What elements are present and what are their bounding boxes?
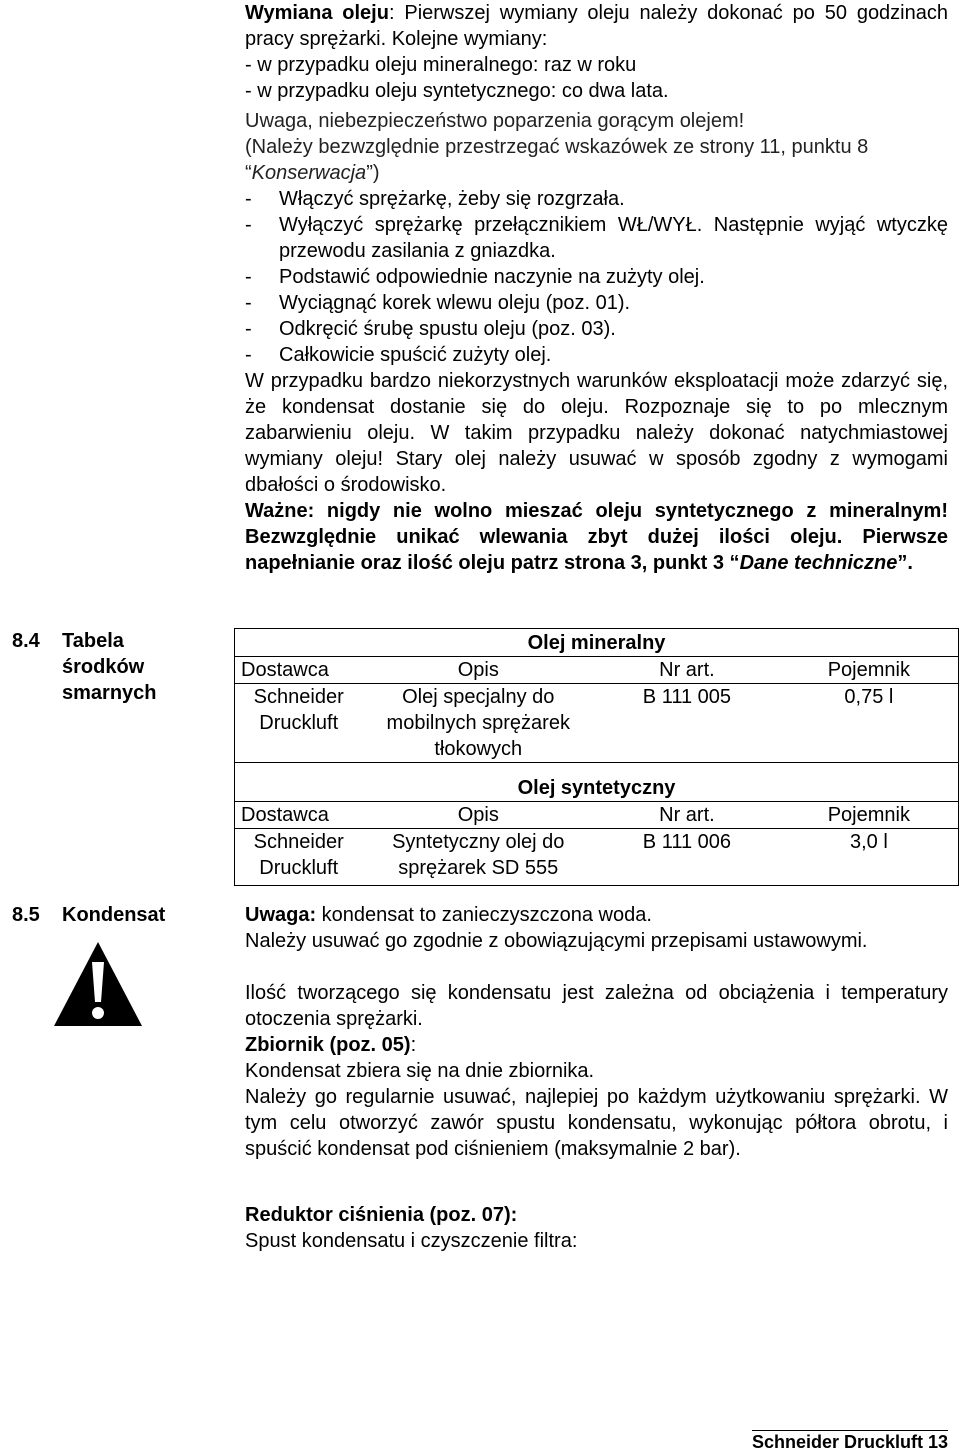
tank-heading <box>245 1032 948 1058</box>
oil-change-intro-text: : Pierwszej wymiany oleju należy dokonać po 50 godzinach pracy sprężarki. Kolejne wymiany: <box>245 2 948 50</box>
oil-change-heading: Wymiana oleju <box>245 2 389 24</box>
table-group-title-row <box>235 629 959 657</box>
step-item: - Odkręcić śrubę spustu oleju (poz. 03). <box>245 316 948 342</box>
table-cell-text: sprężarek SD 555 <box>398 857 559 879</box>
warning-triangle-icon <box>52 940 144 1028</box>
oil-change-synthetic: - w przypadku oleju syntetycznego: co dwa lata. <box>245 80 669 102</box>
attention-text: kondensat to zanieczyszczona woda. <box>316 904 652 926</box>
table-group-title: Olej syntetyczny <box>235 763 959 802</box>
table-cell-text: mobilnych sprężarek <box>386 712 570 734</box>
maintenance-note-link: Konserwacja <box>251 162 367 184</box>
table-group-title-row <box>235 763 959 802</box>
important-note-pre: Ważne: nigdy nie wolno mieszać oleju syntetycznego z mineralnym! Bezwzględnie unikać wlewania zbyt dużej ilości oleju. Pierwsze napełnianie oraz ilość oleju patrz strona 3, punkt 3 “ <box>245 500 948 574</box>
table-cell-text: Schneider <box>253 831 344 853</box>
reducer-label: Reduktor ciśnienia (poz. 07): <box>245 1204 518 1226</box>
attention-label: Uwaga: <box>245 904 317 926</box>
table-header-cell: Nr art. <box>594 802 780 829</box>
oil-change-steps <box>245 186 948 368</box>
step-item: - Wyciągnąć korek wlewu oleju (poz. 01). <box>245 290 948 316</box>
table-cell-description <box>362 829 594 886</box>
tank-colon: : <box>410 1034 417 1056</box>
section-84-number: 8.4 <box>12 630 40 652</box>
section-84-title-line: smarnych <box>62 682 157 704</box>
burn-warning: Uwaga, niebezpieczeństwo poparzenia gorącym olejem! <box>245 110 745 132</box>
table-cell-text: Olej specjalny do <box>402 686 555 708</box>
table-cell-text: Druckluft <box>259 857 339 879</box>
section-84-title-line: środków <box>62 656 145 678</box>
reducer-heading <box>245 1202 948 1228</box>
table-cell-text: Syntetyczny olej do <box>392 831 565 853</box>
oil-change-mineral: - w przypadku oleju mineralnego: raz w roku <box>245 54 637 76</box>
maintenance-note <box>245 134 948 186</box>
table-cell-article: B 111 006 <box>594 829 780 886</box>
table-header-row <box>235 657 959 684</box>
condensate-in-oil-paragraph: W przypadku bardzo niekorzystnych warunków eksploatacji może zdarzyć się, że kondensat dostanie się do oleju. Rozpoznaje się to po mlecznym zabarwieniu oleju. W takim przypadku należy dokonać natychmiastowej wymiany oleju! Stary olej należy usuwać w sposób zgodny z wymogami dbałości o środowisko. <box>245 370 948 496</box>
table-header-cell: Dostawca <box>235 802 363 829</box>
section-84-title-line: Tabela <box>62 630 124 652</box>
section-84-title <box>62 628 157 706</box>
tank-p1: Kondensat zbiera się na dnie zbiornika. <box>245 1060 595 1082</box>
table-header-cell: Pojemnik <box>780 802 959 829</box>
step-item: - Wyłączyć sprężarkę przełącznikiem WŁ/WYŁ. Następnie wyjąć wtyczkę przewodu zasilania z gniazdka. <box>245 212 948 264</box>
table-row <box>235 684 959 763</box>
table-cell-supplier <box>235 684 363 763</box>
important-note-link: Dane techniczne <box>739 552 898 574</box>
condensate-attention <box>245 902 948 928</box>
step-item: - Całkowicie spuścić zużyty olej. <box>245 342 948 368</box>
step-item: - Podstawić odpowiednie naczynie na zużyty olej. <box>245 264 948 290</box>
section-85-number: 8.5 <box>12 904 40 926</box>
important-note <box>245 498 948 576</box>
step-item: - Włączyć sprężarkę, żeby się rozgrzała. <box>245 186 948 212</box>
maintenance-note-pre: (Należy bezwzględnie przestrzegać wskazówek ze strony 11, punktu 8 “ <box>245 136 869 184</box>
page-footer: Schneider Druckluft 13 <box>751 1432 948 1452</box>
tank-label: Zbiornik (poz. 05) <box>245 1034 411 1056</box>
table-header-cell: Nr art. <box>594 657 780 684</box>
table-cell-text: Druckluft <box>259 712 339 734</box>
condensate-p2: Ilość tworzącego się kondensatu jest zależna od obciążenia i temperatury otoczenia sprężarki. <box>245 982 948 1030</box>
table-cell-container: 0,75 l <box>780 684 959 763</box>
section-85-title: Kondensat <box>62 904 166 926</box>
table-cell-supplier <box>235 829 363 886</box>
table-row <box>235 829 959 886</box>
table-header-cell: Opis <box>362 802 594 829</box>
table-header-cell: Dostawca <box>235 657 363 684</box>
table-header-cell: Opis <box>362 657 594 684</box>
table-cell-description <box>362 684 594 763</box>
table-header-row <box>235 802 959 829</box>
table-cell-text: tłokowych <box>434 738 523 760</box>
table-cell-container: 3,0 l <box>780 829 959 886</box>
lubricant-table <box>234 628 959 886</box>
tank-p2: Należy go regularnie usuwać, najlepiej po każdym użytkowaniu sprężarki. W tym celu otworzyć zawór spustu kondensatu, wykonując półtora obrotu, i spuścić kondensat pod ciśnieniem (maksymalnie 2 bar). <box>245 1086 948 1160</box>
important-note-post: ”. <box>897 552 913 574</box>
reducer-text: Spust kondensatu i czyszczenie filtra: <box>245 1230 578 1252</box>
maintenance-note-post: ”) <box>366 162 380 184</box>
table-header-cell: Pojemnik <box>780 657 959 684</box>
table-cell-article: B 111 005 <box>594 684 780 763</box>
oil-change-intro <box>245 0 948 52</box>
table-cell-text: Schneider <box>253 686 344 708</box>
condensate-p1: Należy usuwać go zgodnie z obowiązującymi przepisami ustawowymi. <box>245 930 868 952</box>
table-group-title: Olej mineralny <box>235 629 959 657</box>
